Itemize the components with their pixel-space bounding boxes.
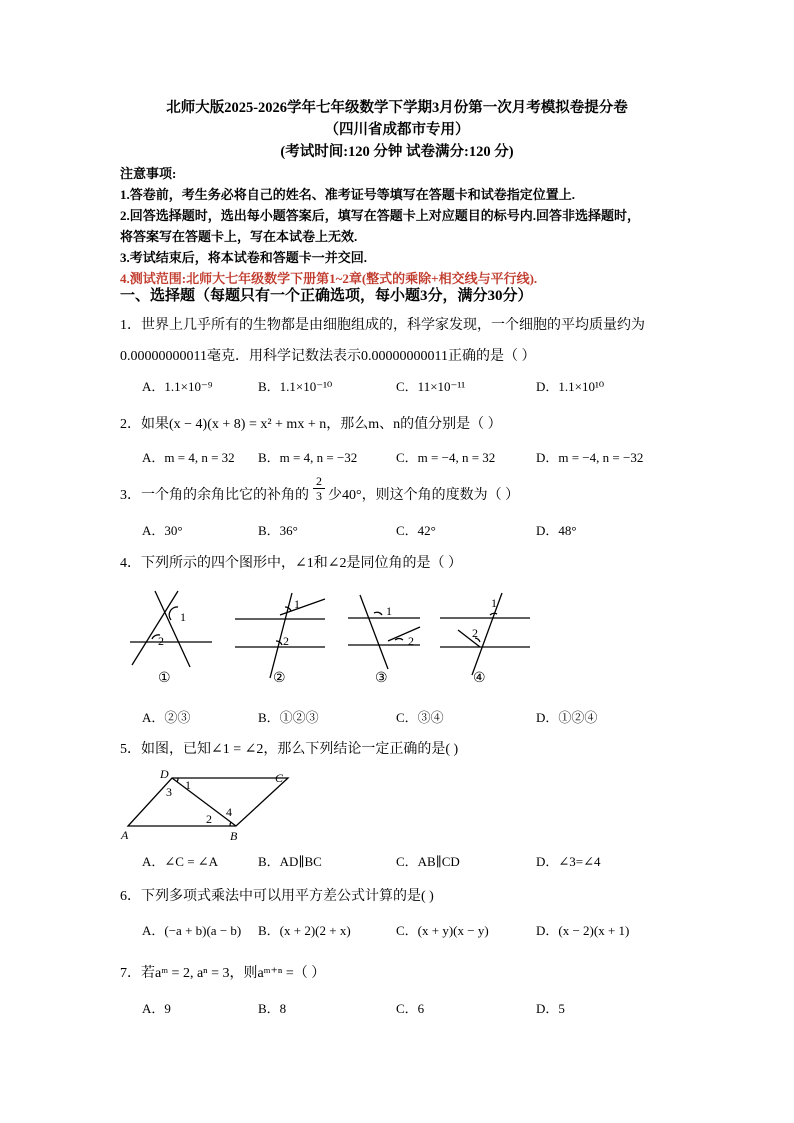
fig1-angle-1-arc: [169, 607, 178, 620]
question-1-stem-line1: 1．世界上几乎所有的生物都是由细胞组成的，科学家发现，一个细胞的平均质量约为: [120, 318, 645, 333]
question-3-option-c[interactable]: C．42°: [396, 523, 436, 538]
fraction-denominator: 3: [313, 488, 325, 503]
question-5-option-b[interactable]: B．AD∥BC: [258, 854, 322, 869]
question-6-option-c[interactable]: C．(x + y)(x − y): [396, 923, 489, 938]
question-1-stem-line2: 0.00000000011毫克．用科学记数法表示0.00000000011正确的是（ ）: [120, 349, 536, 364]
notes-heading: 注意事项:: [120, 166, 177, 181]
fig3-angle-1-label: 1: [386, 604, 392, 618]
note-item: 1.答卷前，考生务必将自己的姓名、准考证号等填写在答题卡和试卷指定位置上.: [120, 187, 576, 202]
question-1-option-b[interactable]: B．1.1×10⁻¹⁰: [258, 379, 333, 394]
note-item: 将答案写在答题卡上，写在本试卷上无效.: [120, 229, 358, 244]
question-6-option-a[interactable]: A．(−a + b)(a − b): [142, 923, 242, 938]
fig3-slant-line: [388, 627, 420, 641]
question-5-option-d[interactable]: D．∠3=∠4: [536, 854, 601, 869]
question-4-option-b[interactable]: B．①②③: [258, 710, 319, 725]
exam-title: 北师大版2025-2026学年七年级数学下学期3月份第一次月考模拟卷提分卷: [166, 100, 628, 116]
point-b-label: B: [230, 829, 238, 843]
angle-2-label: 2: [206, 812, 212, 826]
question-2-option-a[interactable]: A．m = 4, n = 32: [142, 450, 235, 465]
fig1-angle-2-label: 2: [158, 634, 164, 648]
question-5-parallelogram: [118, 768, 298, 843]
exam-subtitle: （四川省成都市专用）: [324, 122, 470, 138]
fig4-angle-1-label: 1: [491, 596, 497, 610]
fig2-angle-2-label: 2: [283, 634, 289, 648]
fig1-label: ①: [158, 671, 171, 685]
fig3-transversal: [360, 595, 388, 669]
question-7-option-d[interactable]: D．5: [536, 1001, 565, 1016]
question-3-option-b[interactable]: B．36°: [258, 523, 298, 538]
question-3-stem-part1: 3．一个角的余角比它的补角的: [120, 488, 309, 503]
note-item: 3.考试结束后，将本试卷和答题卡一并交回.: [120, 250, 368, 265]
exam-info: (考试时间:120 分钟 试卷满分:120 分): [280, 144, 514, 160]
fig3-angle-1-arc: [374, 612, 382, 615]
fraction-numerator: 2: [316, 474, 322, 488]
question-3-stem-part2: 少40°，则这个角的度数为（ ）: [328, 488, 520, 503]
question-2-option-d[interactable]: D．m = −4, n = −32: [536, 450, 644, 465]
question-5-option-a[interactable]: A．∠C = ∠A: [142, 854, 219, 869]
question-7-option-c[interactable]: C．6: [396, 1001, 425, 1016]
question-1-option-a[interactable]: A．1.1×10⁻⁹: [142, 379, 213, 394]
question-2-option-b[interactable]: B．m = 4, n = −32: [258, 450, 358, 465]
question-6-option-d[interactable]: D．(x − 2)(x + 1): [536, 923, 630, 938]
fig2-label: ②: [273, 671, 286, 685]
question-7-option-b[interactable]: B．8: [258, 1001, 287, 1016]
angle-1-label: 1: [185, 778, 191, 792]
question-6-option-b[interactable]: B．(x + 2)(2 + x): [258, 923, 351, 938]
note-item: 2.回答选择题时，选出每小题答案后，填写在答题卡上对应题目的标号内.回答非选择题时，: [120, 208, 641, 223]
question-4-option-a[interactable]: A．②③: [142, 710, 191, 725]
question-3-fraction: [313, 474, 325, 503]
question-1-option-c[interactable]: C．11×10⁻¹¹: [396, 379, 466, 394]
fig1-transversal-1: [155, 591, 190, 667]
question-4-figures: [120, 585, 540, 685]
question-5-option-c[interactable]: C．AB∥CD: [396, 854, 460, 869]
question-1-option-d[interactable]: D．1.1×10¹⁰: [536, 379, 605, 394]
point-a-label: A: [121, 828, 129, 842]
question-3-option-d[interactable]: D．48°: [536, 523, 577, 538]
fig3-angle-2-arc: [395, 638, 403, 640]
point-c-label: C: [275, 771, 284, 785]
fig4-label: ④: [473, 671, 486, 685]
question-4-option-d[interactable]: D．①②④: [536, 710, 598, 725]
angle-3-label: 3: [166, 785, 172, 799]
question-2-stem: 2．如果(x − 4)(x + 8) = x² + mx + n，那么m、n的值分别是（ ）: [120, 417, 502, 432]
question-4-stem: 4．下列所示的四个图形中，∠1和∠2是同位角的是（ ）: [120, 556, 462, 571]
fig3-angle-2-label: 2: [408, 634, 414, 648]
question-3-option-a[interactable]: A．30°: [142, 523, 183, 538]
question-4-option-c[interactable]: C．③④: [396, 710, 444, 725]
section-title: 一、选择题（每题只有一个正确选项，每小题3分，满分30分）: [120, 288, 533, 304]
question-6-stem: 6．下列多项式乘法中可以用平方差公式计算的是( ): [120, 889, 434, 904]
question-2-option-c[interactable]: C．m = −4, n = 32: [396, 450, 496, 465]
note-item-scope: 4.测试范围:北师大七年级数学下册第1~2章(整式的乘除+相交线与平行线).: [120, 271, 538, 286]
fig1-angle-1-label: 1: [180, 610, 186, 624]
fig3-label: ③: [375, 671, 388, 685]
fig4-angle-2-label: 2: [472, 626, 478, 640]
angle-4-label: 4: [226, 805, 232, 819]
point-d-label: D: [160, 768, 169, 781]
fig1-transversal-2: [132, 591, 178, 665]
fig2-angle-1-label: 1: [294, 597, 300, 611]
question-7-option-a[interactable]: A．9: [142, 1001, 171, 1016]
question-7-stem: 7．若aᵐ = 2, aⁿ = 3，则aᵐ⁺ⁿ =（ ）: [120, 966, 326, 981]
question-5-stem: 5．如图，已知∠1 = ∠2，那么下列结论一定正确的是( ): [120, 742, 459, 757]
